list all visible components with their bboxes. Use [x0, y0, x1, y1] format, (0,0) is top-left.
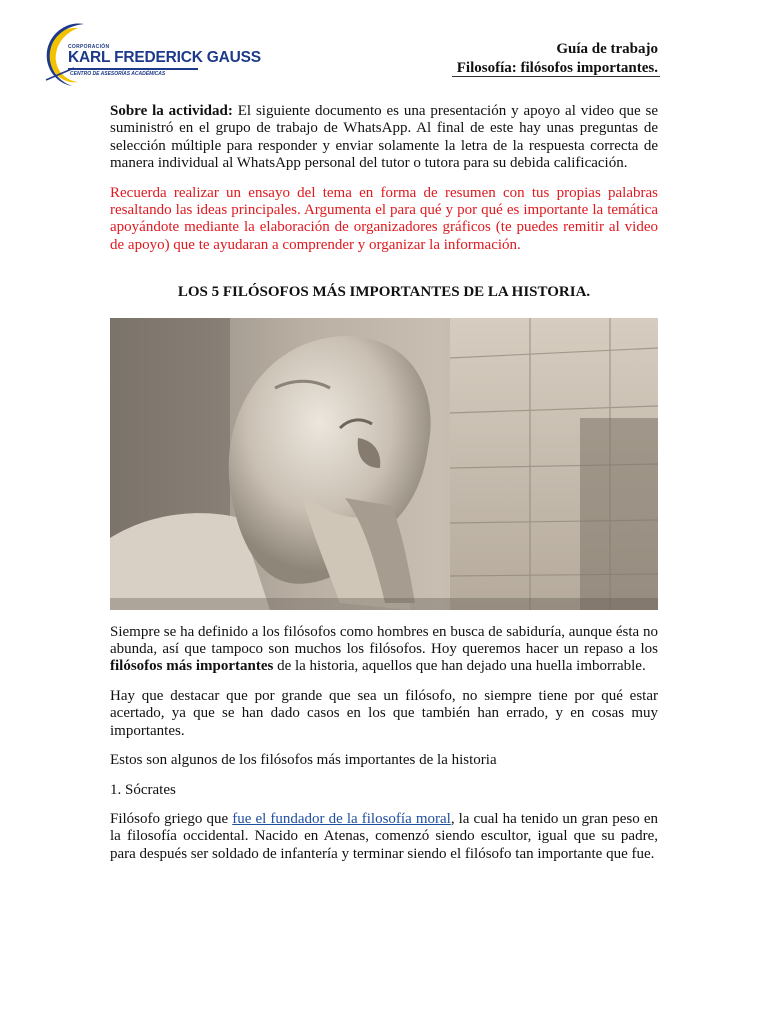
logo-subtitle: CENTRO DE ASESORÍAS ACADÉMICAS [70, 71, 166, 77]
list-intro: Estos son algunos de los filósofos más importantes de la historia [110, 752, 497, 769]
section-title: LOS 5 FILÓSOFOS MÁS IMPORTANTES DE LA HISTORIA. [177, 284, 591, 301]
institution-logo [44, 22, 261, 90]
socrates-statue-photo [110, 318, 658, 610]
intro-bold-phrase: filósofos más importantes [110, 658, 274, 675]
item-1-paragraph [110, 811, 658, 863]
item-1-heading: 1. Sócrates [110, 781, 176, 798]
intro-text-after: de la historia, aquellos que han dejado una huella imborrable. [273, 658, 646, 675]
intro-text-before: Siempre se ha definido a los filósofos como hombres en busca de sabiduría, aunque ésta no abunda, así que tampoco son muchos los filósofos. Hoy queremos hacer un repaso a los [110, 623, 658, 658]
item-1-text-after: , la cual ha tenido un gran peso en la filosofía occidental. Nacido en Atenas, comenzó siendo escultor, igual que su padre, para después ser soldado de infantería y terminar siendo el filósofo tan importante que fue. [110, 810, 658, 862]
header-line-1: Guía de trabajo [556, 41, 658, 57]
activity-paragraph [110, 103, 658, 173]
logo-top-text: CORPORACIÓN [68, 44, 110, 50]
header-divider [452, 76, 660, 77]
logo-underline [68, 68, 198, 70]
intro-paragraph [110, 624, 658, 676]
document-header [457, 40, 658, 78]
reminder-paragraph: Recuerda realizar un ensayo del tema en forma de resumen con tus propias palabras resaltando las ideas principales. Argumenta el para qué y por qué es importante la temática apoyándote mediante la elaboración de organizadores gráficos (te puedes remitir al video de apoyo) que te ayudaran a comprender y organizar la información. [110, 184, 658, 253]
header-line-2: Filosofía: filósofos importantes. [456, 60, 658, 76]
moral-philosophy-link[interactable]: fue el fundador de la filosofía moral [232, 810, 451, 827]
item-1-text-before: Filósofo griego que [110, 810, 233, 827]
logo-brand-name: KARL FREDERICK GAUSS [68, 49, 261, 66]
caveat-paragraph: Hay que destacar que por grande que sea un filósofo, no siempre tiene por qué estar acertado, ya que se han dado casos en los que también han errado, y en cosas muy importantes. [110, 687, 658, 739]
activity-text: El siguiente documento es una presentación y apoyo al video que se suministró en el grupo de trabajo de WhatsApp. Al final de este hay unas preguntas de selección múltiple para responder y enviar solamente la letra de la respuesta correcta de manera individual al WhatsApp personal del tutor o tutora para su debida calificación. [110, 103, 658, 172]
activity-label: Sobre la actividad: [110, 103, 233, 119]
document-body [110, 103, 658, 875]
